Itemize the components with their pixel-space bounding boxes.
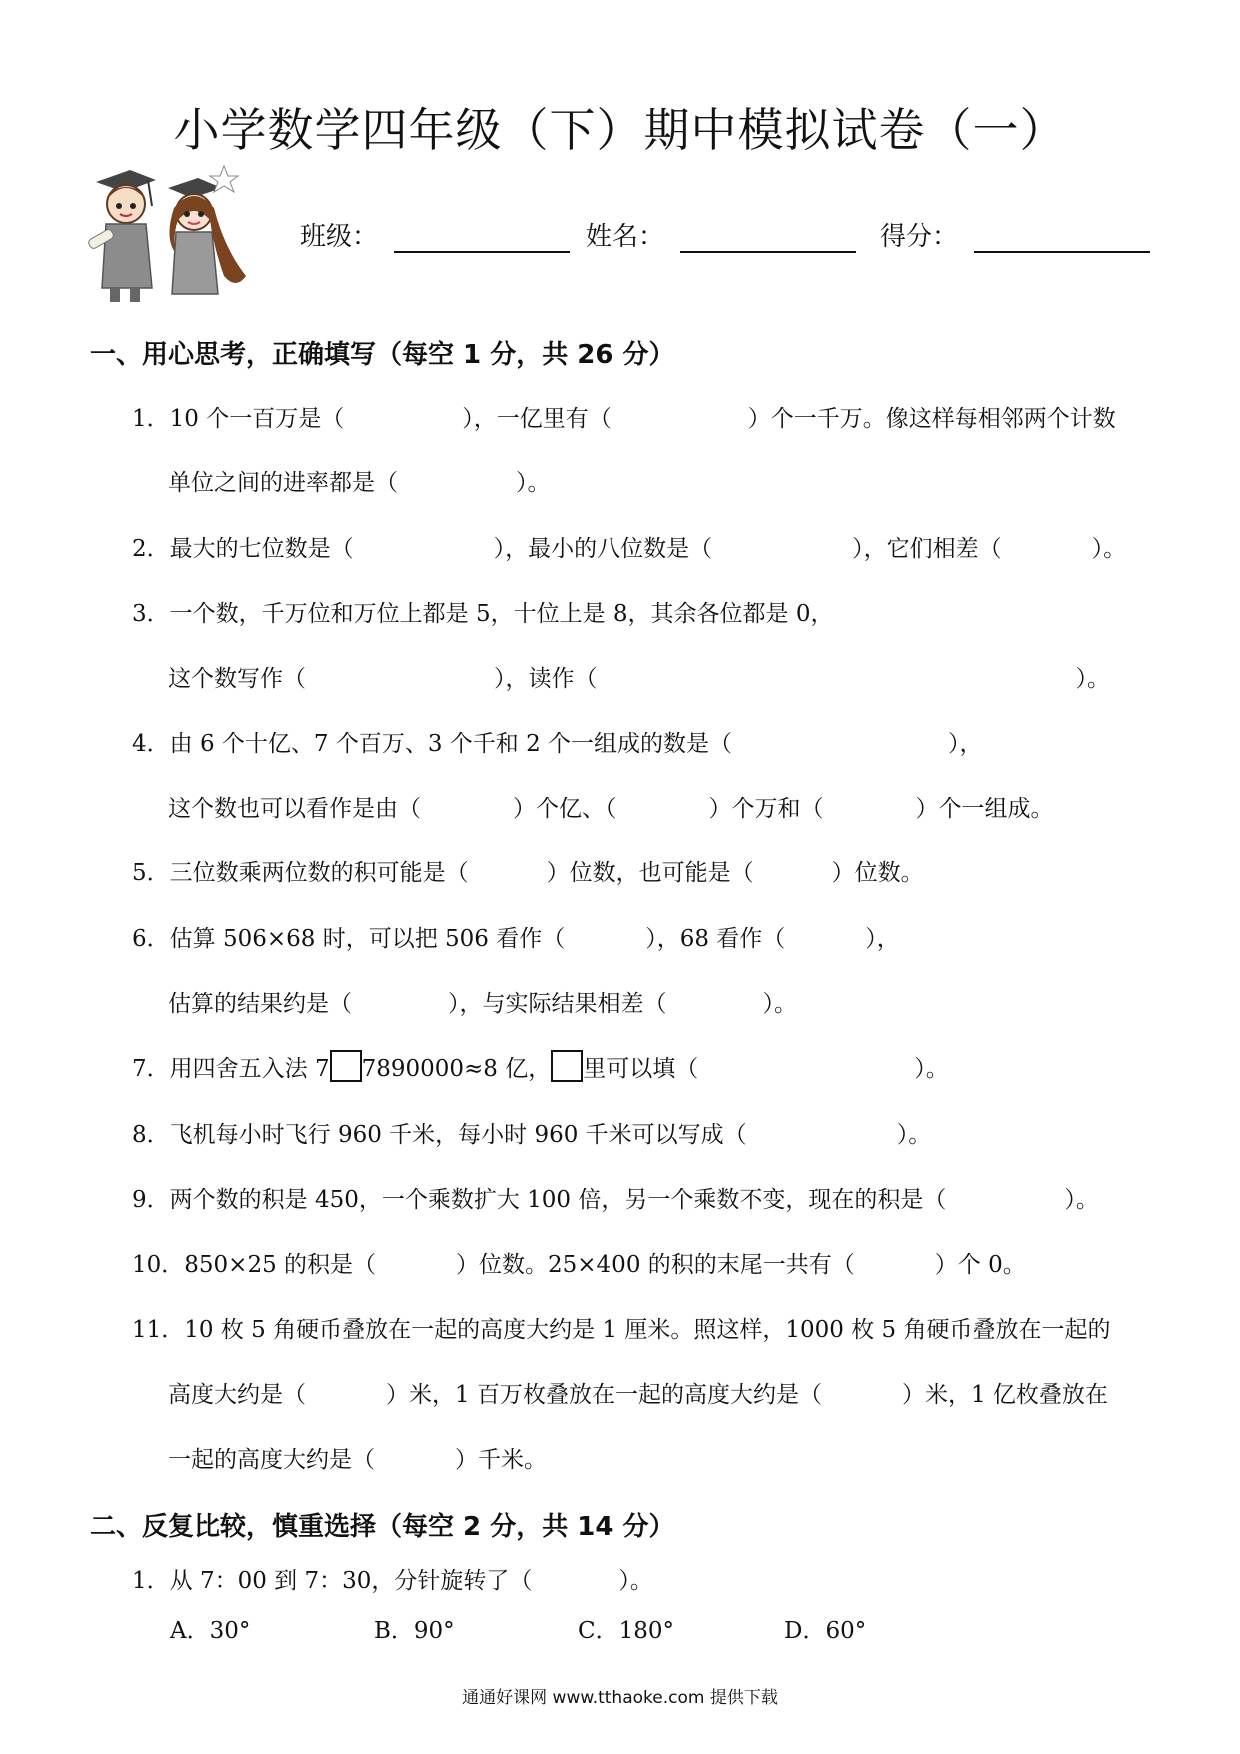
digit-box[interactable] <box>330 1050 362 1082</box>
option-c[interactable]: C．180° <box>578 1618 674 1644</box>
option-b[interactable]: B．90° <box>374 1618 455 1644</box>
question-4: 4．由 6 个十亿、7 个百万、3 个千和 2 个一组成的数是（ ）， <box>132 731 983 757</box>
question-11-cont2: 一起的高度大约是（ ）千米。 <box>168 1447 547 1473</box>
question-10: 10．850×25 的积是（ ）位数。25×400 的积的末尾一共有（ ）个 0。 <box>132 1252 1026 1278</box>
question-7: 7．用四舍五入法 7 7890000≈8 亿， 里可以填（ ）。 <box>132 1050 949 1083</box>
score-blank[interactable] <box>974 219 1150 253</box>
question-4-cont: 这个数也可以看作是由（ ）个亿、（ ）个万和（ ）个一组成。 <box>168 796 1054 822</box>
class-field <box>300 216 570 253</box>
question-1-cont: 单位之间的进率都是（ ）。 <box>168 470 551 496</box>
question-2: 2．最大的七位数是（ ），最小的八位数是（ ），它们相差（ ）。 <box>132 536 1127 562</box>
name-label: 姓名： <box>586 222 665 252</box>
score-label: 得分： <box>880 222 959 252</box>
question-5: 5．三位数乘两位数的积可能是（ ）位数，也可能是（ ）位数。 <box>132 860 924 886</box>
footer-credit: 通通好课网 www.tthaoke.com 提供下载 <box>462 1688 778 1708</box>
digit-box[interactable] <box>551 1050 583 1082</box>
class-label: 班级： <box>300 222 379 252</box>
score-field <box>880 216 1150 253</box>
section-2-heading: 二、反复比较，慎重选择（每空 2 分，共 14 分） <box>90 1512 675 1542</box>
graduates-illustration-icon <box>86 158 258 308</box>
question-8: 8．飞机每小时飞行 960 千米，每小时 960 千米可以写成（ ）。 <box>132 1122 932 1148</box>
mc-question-1: 1．从 7：00 到 7：30，分针旋转了（ ）。 <box>132 1568 653 1594</box>
question-3-cont: 这个数写作（ ），读作（ ）。 <box>168 666 1110 692</box>
question-9: 9．两个数的积是 450，一个乘数扩大 100 倍，另一个乘数不变，现在的积是（ ）。 <box>132 1187 1099 1213</box>
question-6-cont: 估算的结果约是（ ），与实际结果相差（ ）。 <box>168 991 797 1017</box>
question-11: 11．10 枚 5 角硬币叠放在一起的高度大约是 1 厘米。照这样，1000 枚 5 角硬币叠放在一起的 <box>132 1317 1111 1343</box>
page-title: 小学数学四年级（下）期中模拟试卷（一） <box>173 103 1067 157</box>
name-blank[interactable] <box>680 219 856 253</box>
section-1-heading: 一、用心思考，正确填写（每空 1 分，共 26 分） <box>90 340 675 370</box>
question-3: 3．一个数，千万位和万位上都是 5，十位上是 8，其余各位都是 0， <box>132 601 834 627</box>
name-field <box>586 216 856 253</box>
option-d[interactable]: D．60° <box>784 1618 867 1644</box>
question-6: 6．估算 506×68 时，可以把 506 看作（ ），68 看作（ ）， <box>132 926 900 952</box>
class-blank[interactable] <box>394 219 570 253</box>
question-11-cont: 高度大约是（ ）米，1 百万枚叠放在一起的高度大约是（ ）米，1 亿枚叠放在 <box>168 1382 1108 1408</box>
option-a[interactable]: A．30° <box>170 1618 251 1644</box>
question-1: 1．10 个一百万是（ ），一亿里有（ ）个一千万。像这样每相邻两个计数 <box>132 406 1116 432</box>
